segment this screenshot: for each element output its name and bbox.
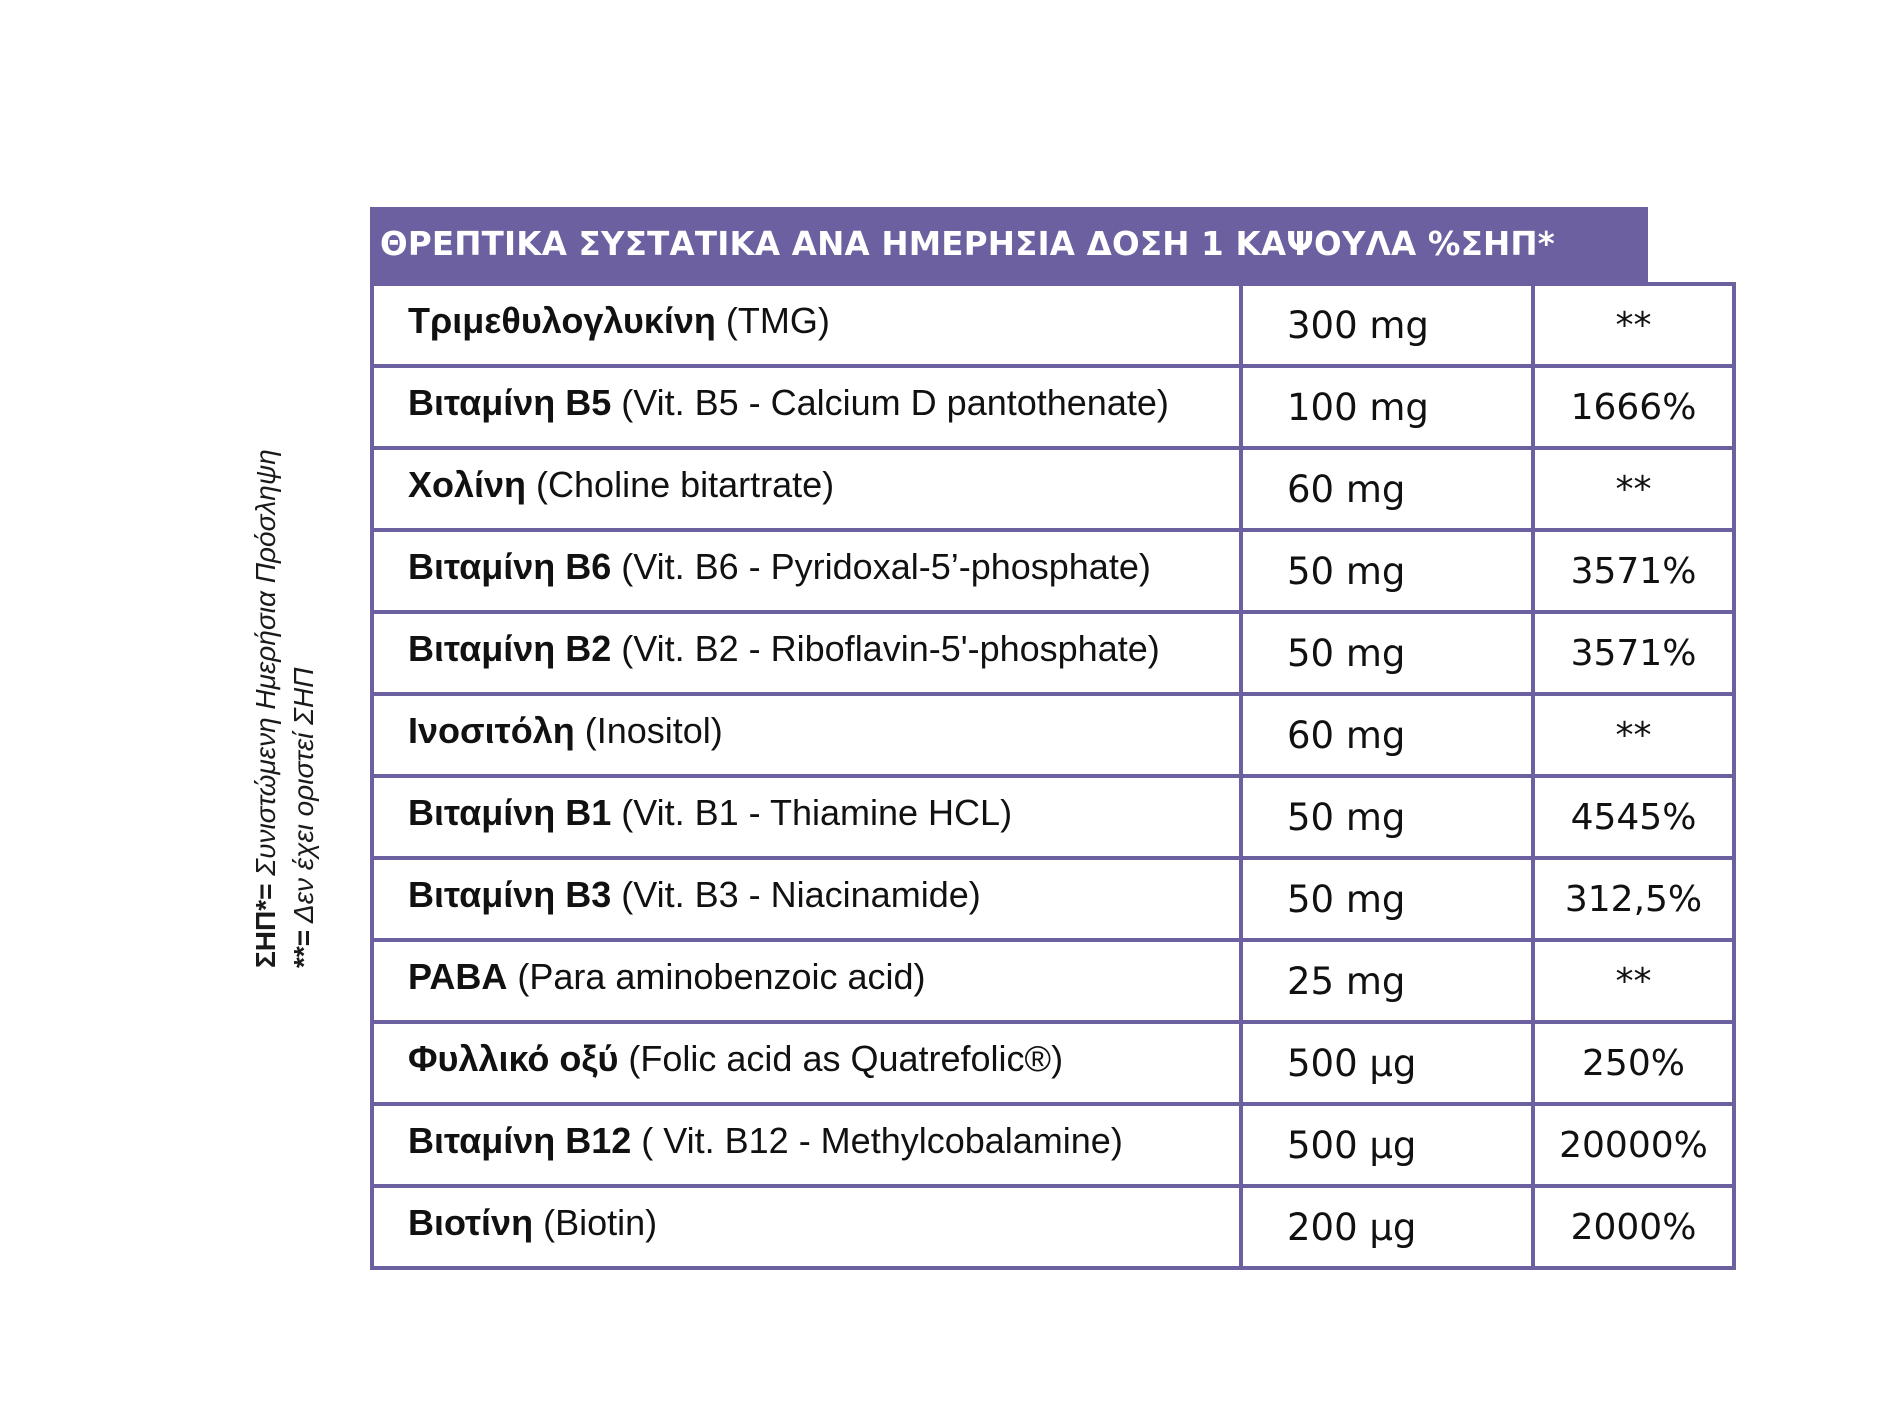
nutrient-rows [370,282,1736,1270]
nutrient-detail: (Inositol) [574,710,723,751]
table-row [372,612,1734,694]
nutrient-name-cell [372,1104,1241,1186]
nutrient-detail: (Vit. B3 - Niacinamide) [611,874,981,915]
nutrient-amount: 25 mg [1241,940,1533,1022]
nutrient-detail: ( Vit. B12 - Methylcobalamine) [631,1120,1123,1161]
nutrient-name-cell [372,530,1241,612]
nutrient-name: Βιταμίνη B5 [408,382,612,423]
nutrient-name-cell [372,284,1241,366]
nutrient-amount: 60 mg [1241,448,1533,530]
nutrient-name: Βιοτίνη [408,1202,534,1243]
nutrient-amount: 50 mg [1241,612,1533,694]
nutrient-rdi-percent: 250% [1533,1022,1734,1104]
table-row [372,366,1734,448]
nutrient-name-cell [372,366,1241,448]
not-set-abbr: **= [288,929,319,968]
nutrient-name: Βιταμίνη B12 [408,1120,632,1161]
table-row [372,284,1734,366]
table-row [372,448,1734,530]
nutrient-amount: 500 μg [1241,1022,1533,1104]
nutrient-name-cell [372,1022,1241,1104]
nutrient-detail: (Vit. B2 - Riboflavin-5'-phosphate) [611,628,1160,669]
nutrient-detail: (Biotin) [533,1202,658,1243]
nutrient-name: Φυλλικό οξύ [408,1038,619,1079]
nutrient-name: Ινοσιτόλη [408,710,575,751]
nutrient-amount: 200 μg [1241,1186,1533,1268]
nutrient-name-cell [372,858,1241,940]
table-row [372,776,1734,858]
nutrient-rdi-percent: ** [1533,448,1734,530]
nutrient-name: Βιταμίνη B1 [408,792,612,833]
table-row [372,1186,1734,1268]
nutrient-rdi-percent: 4545% [1533,776,1734,858]
nutrient-amount: 500 μg [1241,1104,1533,1186]
nutrient-rdi-percent: ** [1533,940,1734,1022]
rdi-abbr: ΣΗΠ*= [250,883,281,968]
table-header: ΘΡΕΠΤΙΚΑ ΣΥΣΤΑΤΙΚΑ ΑΝΑ ΗΜΕΡΗΣΙΑ ΔΟΣΗ 1 ΚΑΨΟΥΛΑ %ΣΗΠ* [370,207,1648,282]
nutrient-amount: 60 mg [1241,694,1533,776]
nutrient-name-cell [372,940,1241,1022]
nutrient-rdi-percent: 3571% [1533,612,1734,694]
nutrient-detail: (Para aminobenzoic acid) [507,956,926,997]
not-set-text: Δεν έχει οριστεί ΣΗΠ [288,667,319,924]
nutrient-detail: (Folic acid as Quatrefolic®) [618,1038,1064,1079]
nutrient-name: Βιταμίνη B3 [408,874,612,915]
nutrient-name: Χολίνη [408,464,527,505]
table-row [372,1022,1734,1104]
nutrient-detail: (Vit. B6 - Pyridoxal-5’-phosphate) [611,546,1151,587]
rdi-definition [247,408,285,968]
nutrient-amount: 300 mg [1241,284,1533,366]
nutrient-amount: 50 mg [1241,530,1533,612]
nutrient-detail: (TMG) [715,300,830,341]
rdi-footnotes [247,408,323,968]
table-row [372,694,1734,776]
nutrition-table [370,207,1708,1270]
nutrient-name: Τριμεθυλογλυκίνη [408,300,716,341]
nutrient-detail: (Vit. B5 - Calcium D pantothenate) [611,382,1169,423]
nutrient-rdi-percent: ** [1533,694,1734,776]
rdi-text: Συνιστώμενη Ημερήσια Πρόσληψη [250,449,281,876]
nutrient-name-cell [372,1186,1241,1268]
nutrient-rdi-percent: ** [1533,284,1734,366]
table-row [372,858,1734,940]
nutrient-name: Βιταμίνη B6 [408,546,612,587]
nutrient-name-cell [372,776,1241,858]
nutrient-name: Βιταμίνη B2 [408,628,612,669]
table-row [372,530,1734,612]
nutrient-amount: 50 mg [1241,776,1533,858]
nutrient-name-cell [372,448,1241,530]
table-row [372,1104,1734,1186]
not-set-definition [285,408,323,968]
nutrient-name-cell [372,694,1241,776]
nutrient-rdi-percent: 20000% [1533,1104,1734,1186]
nutrient-rdi-percent: 312,5% [1533,858,1734,940]
nutrient-detail: (Choline bitartrate) [526,464,835,505]
nutrient-amount: 100 mg [1241,366,1533,448]
nutrient-rdi-percent: 1666% [1533,366,1734,448]
table-row [372,940,1734,1022]
nutrient-rdi-percent: 3571% [1533,530,1734,612]
nutrient-name: PABA [408,956,508,997]
nutrient-detail: (Vit. B1 - Thiamine HCL) [611,792,1013,833]
nutrient-name-cell [372,612,1241,694]
nutrient-rdi-percent: 2000% [1533,1186,1734,1268]
nutrient-amount: 50 mg [1241,858,1533,940]
